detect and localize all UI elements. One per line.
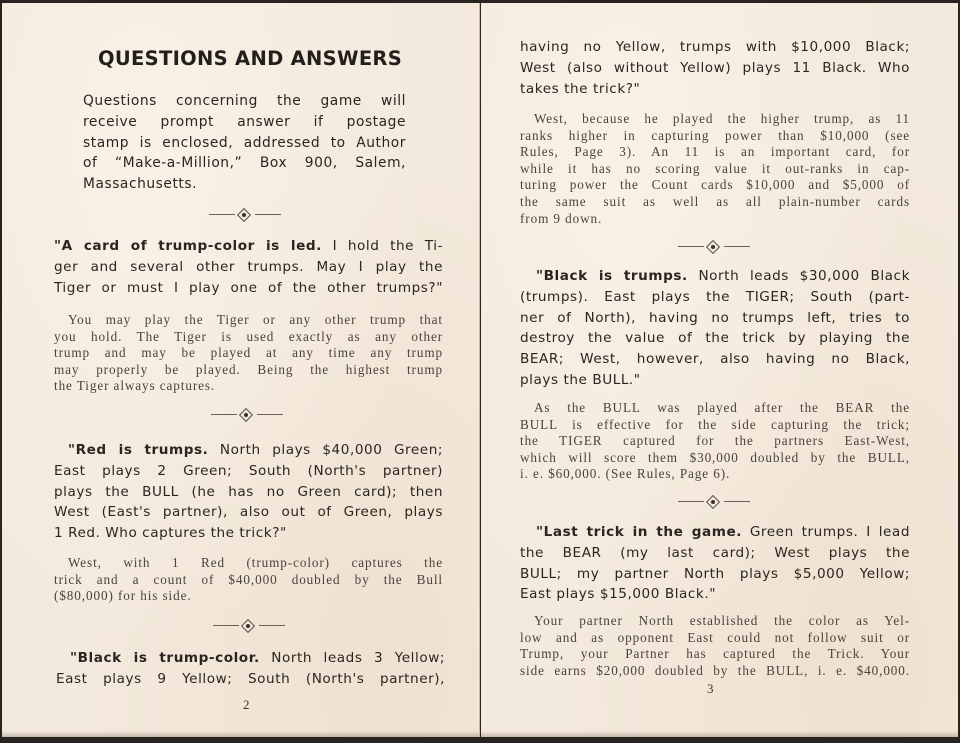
answer-2: West, with 1 Red (trump-color) captures the trick and a count of $40,000 doubled by the Bull ($80,000) for his side.	[54, 555, 443, 604]
page-number: 3	[707, 681, 714, 696]
question-line: Tiger or must I play one of the other trumps?"	[54, 279, 443, 296]
question-2: "Red is trumps. North plays $40,000 Green; East plays 2 Green; South (North's partner) plays the BULL (he has no Green card); then West (East's partner), also out of Green, plays 1 Red. Who captures the trick?"	[54, 442, 443, 542]
question-3-continued: having no Yellow, trumps with $10,000 Black; West (also without Yellow) plays 11 Black. Who takes the trick?"	[520, 39, 910, 97]
page-number: 2	[243, 697, 250, 712]
intro-line: of “Make-a-Million,” Box 900, Salem,	[83, 155, 406, 172]
diamond-divider-icon	[678, 241, 750, 253]
diamond-divider-icon	[213, 620, 285, 632]
question-line: ger and several other trumps. May I play the	[54, 258, 443, 275]
intro-line: Massachusetts.	[83, 176, 198, 193]
question-4: "Black is trumps. North leads $30,000 Black (trumps). East plays the TIGER; South (part- ner of North), having no trumps left, tries to destroy the value of the trick by playing the BEAR; West, however, also having no Black, plays the BULL."	[520, 268, 910, 388]
left-page	[2, 3, 480, 737]
intro-line: Questions concerning the game will	[83, 93, 406, 109]
diamond-divider-icon	[211, 409, 283, 421]
question-lead: "A card of trump-color is led.	[54, 238, 322, 254]
intro-line: receive prompt answer if postage	[83, 113, 406, 130]
question-lead: "Black is trumps.	[536, 268, 688, 284]
page-title: QUESTIONS AND ANSWERS	[98, 47, 403, 70]
intro-paragraph	[83, 91, 406, 195]
right-page	[481, 3, 958, 737]
question-5: "Last trick in the game. Green trumps. I lead the BEAR (my last card); West plays the BULL; my partner North plays $5,000 Yellow; East plays $15,000 Black."	[520, 524, 910, 603]
question-lead: "Black is trump-color.	[70, 650, 260, 666]
question-3: "Black is trump-color. North leads 3 Yellow; East plays 9 Yellow; South (North's partner),	[56, 650, 445, 687]
answer-1: You may play the Tiger or any other trump that you hold. The Tiger is used exactly as any other trump and may be played at any time any trump may properly be played. Being the highest trump the Tiger always captures.	[54, 312, 443, 394]
diamond-divider-icon	[678, 496, 750, 508]
answer-3: West, because he played the higher trump, as 11 ranks higher in capturing power than $10,000 (see Rules, Page 3). An 11 is an important card, for while it has no scoring value it out-ranks in cap- turing power the Count cards $10,000 and $5,000 of the same suit as well as all plain-number cards from 9 down.	[520, 111, 910, 226]
question-lead: "Last trick in the game.	[536, 524, 742, 540]
answer-4: As the BULL was played after the BEAR the BULL is effective for the side capturing the trick; the TIGER captured for the partners East-West, which will score them $30,000 doubled by the BULL, i. e. $60,000. (See Rules, Page 6).	[520, 400, 910, 482]
intro-line: stamp is enclosed, addressed to Author	[83, 134, 406, 151]
answer-5: Your partner North established the color as Yel- low and as opponent East could not follow suit or Trump, your Partner has captured the Trick. Your side earns $20,000 doubled by the BULL, i. e. $40,000.	[520, 613, 910, 678]
diamond-divider-icon	[209, 209, 281, 221]
question-lead: "Red is trumps.	[68, 442, 209, 458]
question-1: "A card of trump-color is led. I hold the Ti- ger and several other trumps. May I play the Tiger or must I play one of the other trumps?"	[54, 236, 443, 298]
